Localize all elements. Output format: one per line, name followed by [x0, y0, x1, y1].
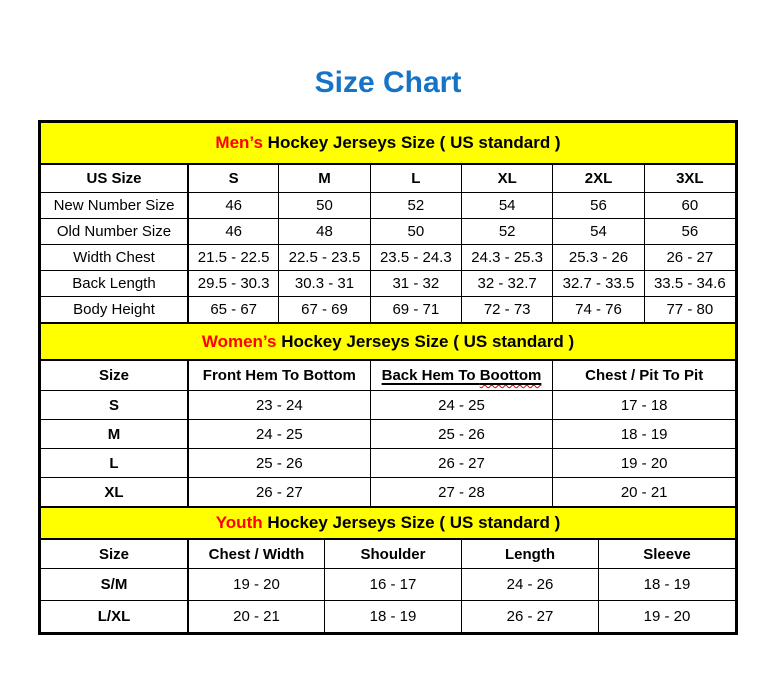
table-cell: 24 - 26 [461, 569, 598, 600]
table-cell: 50 [370, 219, 461, 244]
womens-row-m [41, 419, 735, 448]
womens-row-s [41, 390, 735, 419]
table-cell: 19 - 20 [187, 569, 324, 600]
row-label: S [108, 396, 119, 414]
table-cell: 32 - 32.7 [461, 271, 552, 296]
womens-header-cell: Size [98, 367, 129, 384]
table-cell: 18 - 19 [324, 601, 461, 632]
table-cell: 30.3 - 31 [278, 271, 369, 296]
mens-section-banner [41, 123, 735, 165]
table-cell: 48 [278, 219, 369, 244]
table-cell: 25.3 - 26 [552, 245, 643, 270]
table-cell: 46 [187, 219, 278, 244]
table-cell: 56 [552, 193, 643, 218]
womens-header-cell: Chest / Pit To Pit [552, 361, 735, 390]
mens-row-old-number-size [41, 218, 735, 244]
table-cell: 25 - 26 [187, 449, 370, 477]
header-text: Back Hem To [381, 367, 480, 384]
size-chart-table [38, 120, 738, 635]
table-cell: 24 - 25 [370, 391, 553, 419]
row-label: Back Length [72, 275, 156, 292]
row-label: XL [104, 483, 124, 501]
row-label: Old Number Size [56, 223, 172, 240]
womens-banner-text: Hockey Jerseys Size ( US standard ) [276, 331, 575, 351]
row-label: Body Height [73, 301, 155, 318]
table-cell: 52 [370, 193, 461, 218]
table-cell: 65 - 67 [187, 297, 278, 322]
mens-banner-highlight: Men’s [215, 133, 263, 152]
row-label: M [107, 425, 121, 443]
youth-header-cell: Sleeve [598, 540, 735, 568]
youth-header-cell: Chest / Width [187, 540, 324, 568]
table-cell: 19 - 20 [598, 601, 735, 632]
table-cell: 27 - 28 [370, 478, 553, 506]
row-label: Width Chest [73, 249, 155, 266]
table-cell: 24.3 - 25.3 [461, 245, 552, 270]
table-cell: 20 - 21 [187, 601, 324, 632]
youth-header-row [41, 540, 735, 568]
youth-banner-highlight: Youth [215, 513, 263, 532]
misspelled-word: Boottom [479, 367, 542, 384]
womens-header-row [41, 361, 735, 390]
row-label: L [109, 454, 119, 472]
mens-banner-text: Hockey Jerseys Size ( US standard ) [262, 133, 561, 152]
mens-header-cell: M [278, 165, 369, 192]
mens-header-cell: XL [461, 165, 552, 192]
page-title: Size Chart [314, 66, 462, 99]
table-cell: 19 - 20 [552, 449, 735, 477]
row-label: New Number Size [53, 197, 175, 214]
table-cell: 26 - 27 [187, 478, 370, 506]
table-cell: 26 - 27 [644, 245, 735, 270]
mens-header-cell: 2XL [552, 165, 643, 192]
table-cell: 16 - 17 [324, 569, 461, 600]
womens-banner-highlight: Women’s [201, 331, 277, 351]
youth-row-sm [41, 568, 735, 600]
table-cell: 18 - 19 [598, 569, 735, 600]
mens-header-cell: 3XL [644, 165, 735, 192]
table-cell: 17 - 18 [552, 391, 735, 419]
mens-row-back-length [41, 270, 735, 296]
mens-header-cell: L [370, 165, 461, 192]
table-cell: 52 [461, 219, 552, 244]
table-cell: 24 - 25 [187, 420, 370, 448]
table-cell: 33.5 - 34.6 [644, 271, 735, 296]
womens-section-banner [41, 322, 735, 361]
mens-row-body-height [41, 296, 735, 322]
table-cell: 25 - 26 [370, 420, 553, 448]
table-cell: 26 - 27 [461, 601, 598, 632]
womens-row-l [41, 448, 735, 477]
womens-header-cell-back-hem [370, 361, 553, 390]
table-cell: 54 [461, 193, 552, 218]
table-cell: 46 [187, 193, 278, 218]
youth-header-cell: Length [461, 540, 598, 568]
table-cell: 22.5 - 23.5 [278, 245, 369, 270]
table-cell: 32.7 - 33.5 [552, 271, 643, 296]
table-cell: 23.5 - 24.3 [370, 245, 461, 270]
mens-row-new-number-size [41, 192, 735, 218]
mens-header-row [41, 165, 735, 192]
table-cell: 54 [552, 219, 643, 244]
table-cell: 67 - 69 [278, 297, 369, 322]
mens-header-cell: S [187, 165, 278, 192]
table-cell: 77 - 80 [644, 297, 735, 322]
table-cell: 20 - 21 [552, 478, 735, 506]
table-cell: 74 - 76 [552, 297, 643, 322]
table-cell: 18 - 19 [552, 420, 735, 448]
table-cell: 21.5 - 22.5 [187, 245, 278, 270]
table-cell: 72 - 73 [461, 297, 552, 322]
row-label: S/M [100, 576, 128, 593]
mens-header-cell: US Size [86, 170, 142, 187]
table-cell: 56 [644, 219, 735, 244]
youth-section-banner [41, 506, 735, 540]
youth-banner-text: Hockey Jerseys Size ( US standard ) [262, 513, 561, 532]
table-cell: 23 - 24 [187, 391, 370, 419]
womens-row-xl [41, 477, 735, 506]
table-cell: 50 [278, 193, 369, 218]
table-cell: 29.5 - 30.3 [187, 271, 278, 296]
table-cell: 26 - 27 [370, 449, 553, 477]
table-cell: 69 - 71 [370, 297, 461, 322]
mens-row-width-chest [41, 244, 735, 270]
table-cell: 60 [644, 193, 735, 218]
youth-row-lxl [41, 600, 735, 632]
row-label: L/XL [97, 608, 131, 625]
table-cell: 31 - 32 [370, 271, 461, 296]
youth-header-cell: Size [98, 545, 129, 563]
womens-header-cell: Front Hem To Bottom [187, 361, 370, 390]
youth-header-cell: Shoulder [324, 540, 461, 568]
